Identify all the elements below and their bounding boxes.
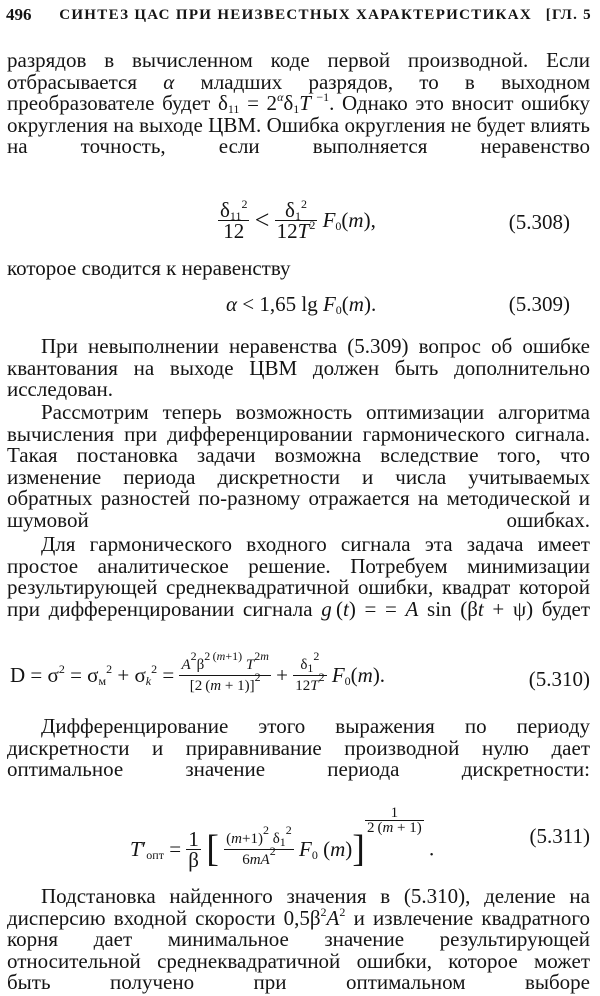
running-header <box>6 2 592 28</box>
equation-number: (5.310) <box>528 667 590 691</box>
running-head-title: СИНТЕЗ ЦАС ПРИ НЕИЗВЕСТНЫХ ХАРАКТЕРИСТИКАХ <box>59 6 533 23</box>
equation-5-308: $\frac{\delta_{11}^2}{12}$ < $\frac{\delta_1^2}{12T^2}$ $F_0(m)$, (5.308) <box>220 197 570 243</box>
paragraph-1: разрядов в вычисленном коде первой производной. Если отбрасывается α младших разрядов, то в выходном преобразователе будет $\delta_{11} = 2^\alpha\delta_1T$ $^{-1}$. Однако это вносит ошибку округления на выходе ЦВМ. Ошибка округления не будет влиять на точность, если выполняется неравенство <box>7 48 591 158</box>
paragraph-7: Подстановка найденного значения в (5.310), деление на дисперсию входной скорости $0,5\beta^2A^2$ и извлечение квадратного корня дает минимальное значение результирующей относительной среднеквадратичной ошибки, которое может быть получено при оптимальном выборе <box>7 884 591 994</box>
paragraph-6: Дифференцирование этого выражения по периоду дискретности и приравнивание производной нулю дает оптимальное значение периода дискретности: <box>7 714 590 781</box>
equation-5-311: $T'_{опт}$ = $\frac{1}{\beta}$ [ $\frac{(m+1)^2 \delta_1^2}{6mA^2}$ $F_0$ (m)] $\frac{1}{2 (m + 1)}$ . (5.311) <box>130 805 590 872</box>
equation-5-309: α < 1,65 $\lg F_0(m)$. (5.309) <box>226 292 570 317</box>
equation-number: (5.309) <box>508 292 570 316</box>
equation-number: (5.308) <box>508 210 570 234</box>
paragraph-4: Рассмотрим теперь возможность оптимизации алгоритма вычисления при дифференцировании гармонического сигнала. Такая постановка задачи возможна вследствие того, что изменение периода дискретности и числа учитываемых обратных разностей по-разному отражается на методической и шумовой ошибках. <box>7 400 590 532</box>
paragraph-3: При невыполнении неравенства (5.309) вопрос об ошибке квантования на выходе ЦВМ должен быть дополнительно исследован. <box>7 334 590 401</box>
page-number: 496 <box>6 5 32 24</box>
paragraph-2: которое сводится к неравенству <box>7 256 291 280</box>
chapter-label: [ГЛ. 5 <box>545 6 592 23</box>
paragraph-5: Для гармонического входного сигнала эта задача имеет простое аналитическое решение. Потребуем минимизации результирующей среднеквадратичной ошибки, квадрат которой при дифференцировании сигнала g (t) = = A sin (βt + ψ) будет <box>7 532 591 621</box>
equation-number: (5.311) <box>529 824 590 848</box>
equation-5-310: $D = \sigma^2 = \sigma_м^2 + \sigma_k^2$ = $\frac{A^2\beta^{2 (m+1)} T^{2m}}{[2 (m + 1)]^2}$ + $\frac{\delta_1^2}{12T^2}$ $F_0(m)$. (5.310) <box>10 649 590 694</box>
